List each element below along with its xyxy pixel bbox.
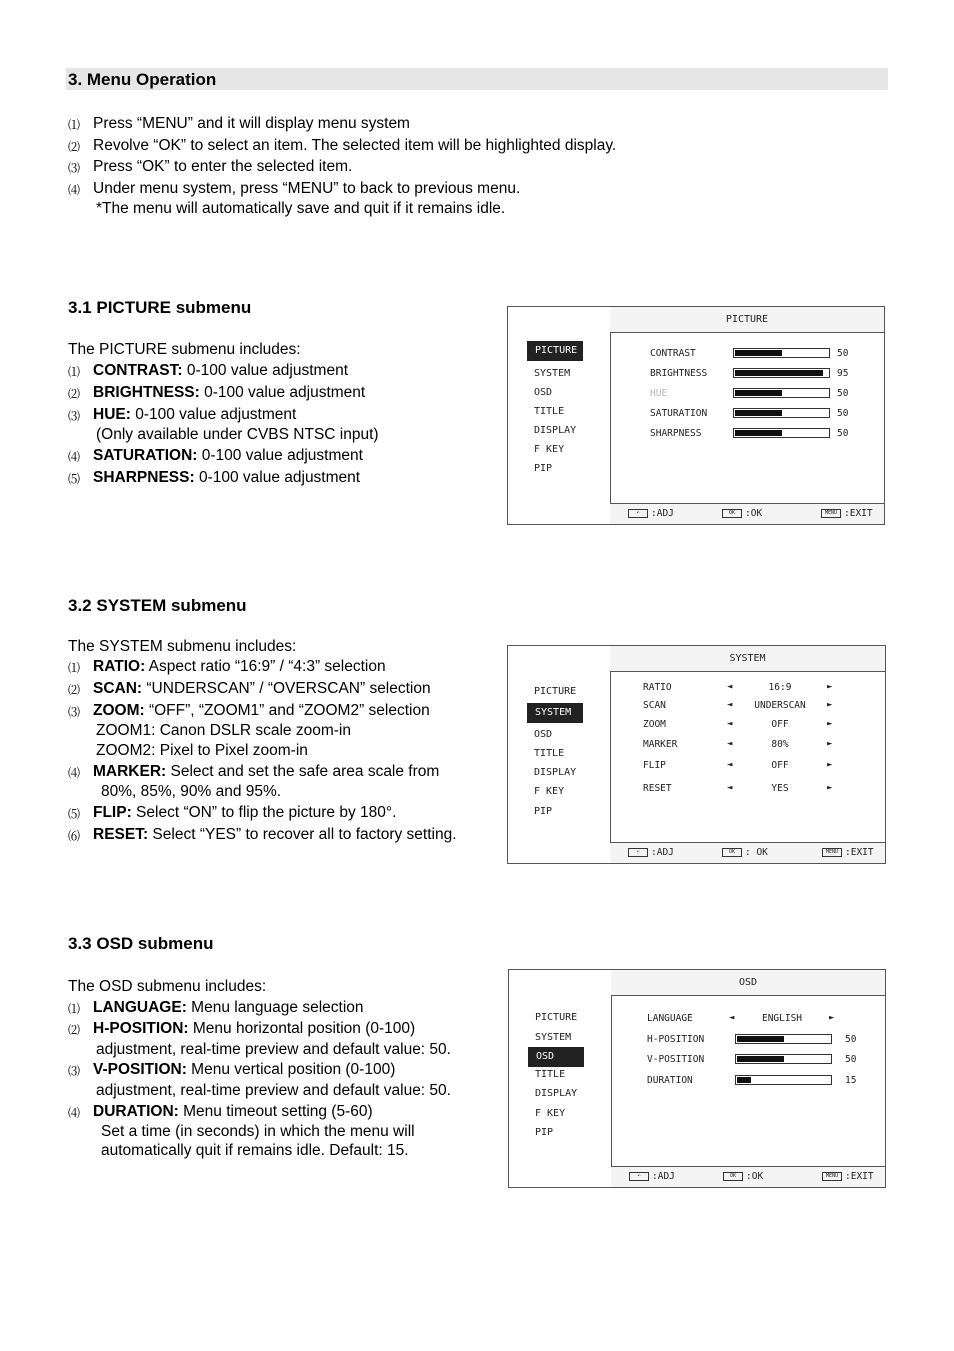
contrast-label: CONTRAST xyxy=(650,348,696,359)
osd-menu-item-title[interactable]: TITLE xyxy=(535,1069,566,1080)
osd-menu-item-system[interactable]: SYSTEM xyxy=(535,1032,572,1043)
system-item-zoom: ⑶ ZOOM: “OFF”, “ZOOM1” and “ZOOM2” selection xyxy=(68,702,430,719)
picture-item-contrast: ⑴ CONTRAST: 0-100 value adjustment xyxy=(68,362,348,379)
knob-rotate-icon: ↶ xyxy=(628,509,648,518)
saturation-slider[interactable] xyxy=(733,408,830,418)
menu-key-icon: MENU xyxy=(821,509,841,518)
intro-item-3: ⑶ Press “OK” to enter the selected item. xyxy=(68,158,353,175)
osd-item-v-position: ⑶ V-POSITION: Menu vertical position (0-100) xyxy=(68,1061,396,1078)
zoom-right-arrow-icon[interactable]: ► xyxy=(827,719,833,729)
system-item-scan: ⑵ SCAN: “UNDERSCAN” / “OVERSCAN” selection xyxy=(68,680,431,697)
language-left-arrow-icon[interactable]: ◄ xyxy=(729,1013,735,1023)
system-item-flip: ⑸ FLIP: Select “ON” to flip the picture by 180°. xyxy=(68,804,397,821)
osd-menu-item-osd-selected[interactable]: OSD xyxy=(528,1047,584,1067)
language-label: LANGUAGE xyxy=(647,1013,693,1024)
picture-menu-item-osd[interactable]: OSD xyxy=(534,387,553,398)
h-position-label: H-POSITION xyxy=(647,1034,705,1045)
system-menu-item-fkey[interactable]: F KEY xyxy=(534,786,565,797)
duration-label: DURATION xyxy=(647,1075,693,1086)
saturation-label: SATURATION xyxy=(650,408,708,419)
ratio-value: 16:9 xyxy=(768,682,792,693)
ok-key-icon: OK xyxy=(722,509,742,518)
menu-key-icon: MENU xyxy=(822,1172,842,1181)
osd-menu-item-pip[interactable]: PIP xyxy=(535,1127,554,1138)
picture-item-saturation: ⑷ SATURATION: 0-100 value adjustment xyxy=(68,447,363,464)
ratio-label: RATIO xyxy=(643,682,672,693)
v-position-value: 50 xyxy=(845,1054,857,1065)
picture-menu-item-pip[interactable]: PIP xyxy=(534,463,553,474)
marker-right-arrow-icon[interactable]: ► xyxy=(827,739,833,749)
system-section-title: 3.2 SYSTEM submenu xyxy=(68,596,247,615)
system-menu-item-display[interactable]: DISPLAY xyxy=(534,767,577,778)
marker-left-arrow-icon[interactable]: ◄ xyxy=(727,739,733,749)
page-title: 3. Menu Operation xyxy=(68,70,217,89)
osd-h-note: adjustment, real-time preview and default value: 50. xyxy=(96,1041,451,1058)
menu-key-icon: MENU xyxy=(822,848,842,857)
osd-item-h-position: ⑵ H-POSITION: Menu horizontal position (0-100) xyxy=(68,1020,416,1037)
picture-menu-item-system[interactable]: SYSTEM xyxy=(534,368,571,379)
brightness-value: 95 xyxy=(837,368,849,379)
duration-slider[interactable] xyxy=(735,1075,832,1085)
osd-menu-item-picture[interactable]: PICTURE xyxy=(535,1012,578,1023)
picture-menu-item-picture-selected[interactable]: PICTURE xyxy=(527,341,583,361)
picture-item-hue: ⑶ HUE: 0-100 value adjustment xyxy=(68,406,297,423)
picture-section-title: 3.1 PICTURE submenu xyxy=(68,298,252,317)
system-menu-item-title[interactable]: TITLE xyxy=(534,748,565,759)
knob-rotate-icon: ↶ xyxy=(628,848,648,857)
h-position-slider[interactable] xyxy=(735,1034,832,1044)
intro-item-2: ⑵ Revolve “OK” to select an item. The selected item will be highlighted display. xyxy=(68,137,617,154)
osd-item-language: ⑴ LANGUAGE: Menu language selection xyxy=(68,999,364,1016)
sharpness-value: 50 xyxy=(837,428,849,439)
system-marker-note: 80%, 85%, 90% and 95%. xyxy=(101,783,282,800)
reset-label: RESET xyxy=(643,783,672,794)
intro-note: *The menu will automatically save and quit if it remains idle. xyxy=(96,200,506,217)
system-menu-item-picture[interactable]: PICTURE xyxy=(534,686,577,697)
ratio-left-arrow-icon[interactable]: ◄ xyxy=(727,682,733,692)
scan-right-arrow-icon[interactable]: ► xyxy=(827,700,833,710)
system-menu-panel xyxy=(507,645,886,864)
picture-panel-header: PICTURE xyxy=(725,314,769,325)
picture-menu-item-fkey[interactable]: F KEY xyxy=(534,444,565,455)
sharpness-slider[interactable] xyxy=(733,428,830,438)
picture-footer-adj: ↶ :ADJ xyxy=(628,508,674,519)
flip-right-arrow-icon[interactable]: ► xyxy=(827,760,833,770)
picture-item-brightness: ⑵ BRIGHTNESS: 0-100 value adjustment xyxy=(68,384,366,401)
sharpness-label: SHARPNESS xyxy=(650,428,702,439)
osd-footer-exit: MENU :EXIT xyxy=(822,1171,874,1182)
marker-label: MARKER xyxy=(643,739,678,750)
osd-menu-item-display[interactable]: DISPLAY xyxy=(535,1088,578,1099)
picture-lead: The PICTURE submenu includes: xyxy=(68,341,301,358)
zoom-left-arrow-icon[interactable]: ◄ xyxy=(727,719,733,729)
language-right-arrow-icon[interactable]: ► xyxy=(829,1013,835,1023)
system-lead: The SYSTEM submenu includes: xyxy=(68,638,297,655)
osd-menu-panel xyxy=(508,969,886,1188)
picture-menu-panel xyxy=(507,306,885,525)
reset-left-arrow-icon[interactable]: ◄ xyxy=(727,783,733,793)
picture-footer-ok: OK :OK xyxy=(722,508,762,519)
flip-left-arrow-icon[interactable]: ◄ xyxy=(727,760,733,770)
system-item-ratio: ⑴ RATIO: Aspect ratio “16:9” / “4:3” selection xyxy=(68,658,386,675)
scan-label: SCAN xyxy=(643,700,666,711)
knob-rotate-icon: ↶ xyxy=(629,1172,649,1181)
scan-value: UNDERSCAN xyxy=(754,700,806,711)
ok-key-icon: OK xyxy=(723,1172,743,1181)
h-position-value: 50 xyxy=(845,1034,857,1045)
system-menu-item-pip[interactable]: PIP xyxy=(534,806,553,817)
system-footer-ok: OK : OK xyxy=(722,847,768,858)
zoom-label: ZOOM xyxy=(643,719,666,730)
ratio-right-arrow-icon[interactable]: ► xyxy=(827,682,833,692)
system-footer-exit: MENU :EXIT xyxy=(822,847,874,858)
picture-footer-exit: MENU :EXIT xyxy=(821,508,873,519)
scan-left-arrow-icon[interactable]: ◄ xyxy=(727,700,733,710)
system-zoom-note-1: ZOOM1: Canon DSLR scale zoom-in xyxy=(96,722,351,739)
picture-item-sharpness: ⑸ SHARPNESS: 0-100 value adjustment xyxy=(68,469,361,486)
zoom-value: OFF xyxy=(771,719,789,730)
osd-duration-note-1: Set a time (in seconds) in which the menu will xyxy=(101,1123,415,1140)
hue-slider[interactable] xyxy=(733,388,830,398)
hue-label: HUE xyxy=(650,388,668,399)
osd-duration-note-2: automatically quit if remains idle. Default: 15. xyxy=(101,1142,409,1159)
duration-value: 15 xyxy=(845,1075,857,1086)
v-position-label: V-POSITION xyxy=(647,1054,705,1065)
osd-footer-adj: ↶ :ADJ xyxy=(629,1171,675,1182)
system-panel-header: SYSTEM xyxy=(729,653,766,664)
picture-menu-item-title[interactable]: TITLE xyxy=(534,406,565,417)
flip-label: FLIP xyxy=(643,760,666,771)
ok-key-icon: OK xyxy=(722,848,742,857)
contrast-value: 50 xyxy=(837,348,849,359)
osd-menu-item-fkey[interactable]: F KEY xyxy=(535,1108,566,1119)
system-menu-item-osd[interactable]: OSD xyxy=(534,729,553,740)
picture-menu-item-display[interactable]: DISPLAY xyxy=(534,425,577,436)
osd-footer-ok: OK :OK xyxy=(723,1171,763,1182)
hue-value: 50 xyxy=(837,388,849,399)
system-footer-adj: ↶ :ADJ xyxy=(628,847,674,858)
v-position-slider[interactable] xyxy=(735,1054,832,1064)
contrast-slider[interactable] xyxy=(733,348,830,358)
osd-v-note: adjustment, real-time preview and default value: 50. xyxy=(96,1082,451,1099)
osd-lead: The OSD submenu includes: xyxy=(68,978,267,995)
osd-section-title: 3.3 OSD submenu xyxy=(68,934,214,953)
brightness-slider[interactable] xyxy=(733,368,830,378)
osd-item-duration: ⑷ DURATION: Menu timeout setting (5-60) xyxy=(68,1103,373,1120)
picture-hue-note: (Only available under CVBS NTSC input) xyxy=(96,426,379,443)
brightness-label: BRIGHTNESS xyxy=(650,368,708,379)
reset-right-arrow-icon[interactable]: ► xyxy=(827,783,833,793)
flip-value: OFF xyxy=(771,760,789,771)
language-value: ENGLISH xyxy=(761,1013,803,1024)
saturation-value: 50 xyxy=(837,408,849,419)
reset-value: YES xyxy=(771,783,789,794)
system-item-marker: ⑷ MARKER: Select and set the safe area scale from xyxy=(68,763,440,780)
osd-panel-header: OSD xyxy=(738,977,758,988)
intro-item-4: ⑷ Under menu system, press “MENU” to back to previous menu. xyxy=(68,180,521,197)
system-menu-item-system-selected[interactable]: SYSTEM xyxy=(527,703,583,723)
intro-item-1: ⑴ Press “MENU” and it will display menu system xyxy=(68,115,410,132)
system-item-reset: ⑹ RESET: Select “YES” to recover all to factory setting. xyxy=(68,826,457,843)
marker-value: 80% xyxy=(771,739,789,750)
system-zoom-note-2: ZOOM2: Pixel to Pixel zoom-in xyxy=(96,742,308,759)
